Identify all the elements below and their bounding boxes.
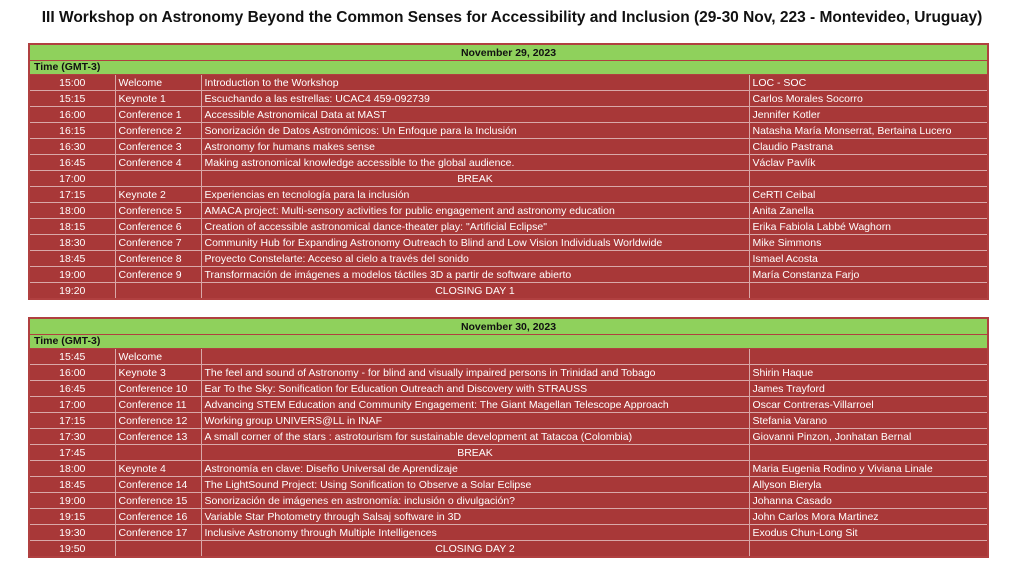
empty-cell [115, 445, 201, 461]
speaker-cell: Allyson Bieryla [749, 477, 988, 493]
session-type-cell: Keynote 2 [115, 187, 201, 203]
speaker-cell: Stefania Varano [749, 413, 988, 429]
timezone-label: Time (GMT-3) [29, 335, 988, 349]
break-label: CLOSING DAY 1 [201, 283, 749, 300]
speaker-cell: CeRTI Ceibal [749, 187, 988, 203]
schedule-row [29, 493, 988, 509]
talk-title-cell: Advancing STEM Education and Community Engagement: The Giant Magellan Telescope Approach [201, 397, 749, 413]
session-type-cell: Conference 16 [115, 509, 201, 525]
time-cell: 18:45 [29, 251, 115, 267]
time-cell: 18:45 [29, 477, 115, 493]
session-type-cell: Conference 14 [115, 477, 201, 493]
date-header: November 29, 2023 [29, 44, 988, 61]
talk-title-cell: Community Hub for Expanding Astronomy Outreach to Blind and Low Vision Individuals Worldwide [201, 235, 749, 251]
session-type-cell: Conference 1 [115, 107, 201, 123]
schedule-row [29, 155, 988, 171]
session-type-cell: Conference 4 [115, 155, 201, 171]
schedule-row [29, 91, 988, 107]
time-cell: 17:30 [29, 429, 115, 445]
speaker-cell: Mike Simmons [749, 235, 988, 251]
schedule-row [29, 203, 988, 219]
schedule-row [29, 365, 988, 381]
session-type-cell: Welcome [115, 75, 201, 91]
time-cell: 16:45 [29, 381, 115, 397]
session-type-cell: Conference 5 [115, 203, 201, 219]
time-cell: 17:15 [29, 413, 115, 429]
session-type-cell: Conference 12 [115, 413, 201, 429]
schedule-row [29, 187, 988, 203]
schedule-row [29, 541, 988, 558]
schedule-row [29, 397, 988, 413]
speaker-cell: LOC - SOC [749, 75, 988, 91]
session-type-cell: Conference 3 [115, 139, 201, 155]
speaker-cell: Exodus Chun-Long Sit [749, 525, 988, 541]
schedule-row [29, 381, 988, 397]
speaker-cell: Jennifer Kotler [749, 107, 988, 123]
talk-title-cell: Astronomía en clave: Diseño Universal de Aprendizaje [201, 461, 749, 477]
speaker-cell: Carlos Morales Socorro [749, 91, 988, 107]
talk-title-cell: Experiencias en tecnología para la inclusión [201, 187, 749, 203]
date-header-row [29, 318, 988, 335]
timezone-label: Time (GMT-3) [29, 61, 988, 75]
time-cell: 19:00 [29, 493, 115, 509]
talk-title-cell: Making astronomical knowledge accessible to the global audience. [201, 155, 749, 171]
talk-title-cell: Transformación de imágenes a modelos táctiles 3D a partir de software abierto [201, 267, 749, 283]
speaker-cell: Anita Zanella [749, 203, 988, 219]
speaker-cell: Shirin Haque [749, 365, 988, 381]
talk-title-cell: The LightSound Project: Using Sonification to Observe a Solar Eclipse [201, 477, 749, 493]
empty-cell [749, 445, 988, 461]
talk-title-cell [201, 349, 749, 365]
empty-cell [749, 283, 988, 300]
speaker-cell: Claudio Pastrana [749, 139, 988, 155]
date-header: November 30, 2023 [29, 318, 988, 335]
time-cell: 15:00 [29, 75, 115, 91]
break-label: BREAK [201, 171, 749, 187]
schedule-row [29, 267, 988, 283]
time-cell: 16:30 [29, 139, 115, 155]
speaker-cell: Erika Fabiola Labbé Waghorn [749, 219, 988, 235]
speaker-cell: John Carlos Mora Martinez [749, 509, 988, 525]
speaker-cell: Oscar Contreras-Villarroel [749, 397, 988, 413]
session-type-cell: Keynote 4 [115, 461, 201, 477]
talk-title-cell: Working group UNIVERS@LL in INAF [201, 413, 749, 429]
session-type-cell: Conference 7 [115, 235, 201, 251]
session-type-cell: Welcome [115, 349, 201, 365]
schedule-row [29, 107, 988, 123]
session-type-cell: Conference 15 [115, 493, 201, 509]
time-cell: 16:15 [29, 123, 115, 139]
speaker-cell: Václav Pavlík [749, 155, 988, 171]
time-cell: 15:15 [29, 91, 115, 107]
talk-title-cell: Escuchando a las estrellas: UCAC4 459-092739 [201, 91, 749, 107]
time-cell: 17:15 [29, 187, 115, 203]
session-type-cell: Keynote 3 [115, 365, 201, 381]
empty-cell [115, 171, 201, 187]
schedule-row [29, 509, 988, 525]
session-type-cell: Conference 13 [115, 429, 201, 445]
empty-cell [749, 541, 988, 558]
timezone-header-row [29, 335, 988, 349]
speaker-cell: Natasha María Monserrat, Bertaina Lucero [749, 123, 988, 139]
schedule-row [29, 235, 988, 251]
talk-title-cell: Introduction to the Workshop [201, 75, 749, 91]
schedule-row [29, 445, 988, 461]
talk-title-cell: AMACA project: Multi-sensory activities for public engagement and astronomy education [201, 203, 749, 219]
talk-title-cell: Sonorización de imágenes en astronomía: inclusión o divulgación? [201, 493, 749, 509]
talk-title-cell: Accessible Astronomical Data at MAST [201, 107, 749, 123]
break-label: BREAK [201, 445, 749, 461]
break-label: CLOSING DAY 2 [201, 541, 749, 558]
speaker-cell: María Constanza Farjo [749, 267, 988, 283]
session-type-cell: Conference 10 [115, 381, 201, 397]
empty-cell [115, 541, 201, 558]
session-type-cell: Conference 2 [115, 123, 201, 139]
schedule-row [29, 413, 988, 429]
session-type-cell: Conference 17 [115, 525, 201, 541]
talk-title-cell: Astronomy for humans makes sense [201, 139, 749, 155]
talk-title-cell: Inclusive Astronomy through Multiple Intelligences [201, 525, 749, 541]
speaker-cell: James Trayford [749, 381, 988, 397]
time-cell: 15:45 [29, 349, 115, 365]
speaker-cell [749, 349, 988, 365]
empty-cell [115, 283, 201, 300]
speaker-cell: Giovanni Pinzon, Jonhatan Bernal [749, 429, 988, 445]
schedule-row [29, 349, 988, 365]
schedule-row [29, 251, 988, 267]
page-title: III Workshop on Astronomy Beyond the Common Senses for Accessibility and Inclusion (29-30 Nov, 223 - Montevideo, Uruguay) [41, 9, 983, 26]
talk-title-cell: A small corner of the stars : astrotourism for sustainable development at Tatacoa (Colombia) [201, 429, 749, 445]
time-cell: 17:45 [29, 445, 115, 461]
time-cell: 19:00 [29, 267, 115, 283]
session-type-cell: Keynote 1 [115, 91, 201, 107]
schedule-row [29, 171, 988, 187]
talk-title-cell: Variable Star Photometry through Salsaj software in 3D [201, 509, 749, 525]
speaker-cell: Ismael Acosta [749, 251, 988, 267]
schedule-row [29, 283, 988, 300]
time-cell: 18:00 [29, 461, 115, 477]
talk-title-cell: Sonorización de Datos Astronómicos: Un Enfoque para la Inclusión [201, 123, 749, 139]
time-cell: 17:00 [29, 171, 115, 187]
schedule-row [29, 429, 988, 445]
time-cell: 19:30 [29, 525, 115, 541]
time-cell: 16:45 [29, 155, 115, 171]
schedule-row [29, 525, 988, 541]
schedule-row [29, 219, 988, 235]
empty-cell [749, 171, 988, 187]
schedule-row [29, 477, 988, 493]
talk-title-cell: Creation of accessible astronomical dance-theater play: "Artificial Eclipse" [201, 219, 749, 235]
time-cell: 18:15 [29, 219, 115, 235]
time-cell: 17:00 [29, 397, 115, 413]
time-cell: 19:20 [29, 283, 115, 300]
timezone-header-row [29, 61, 988, 75]
time-cell: 16:00 [29, 107, 115, 123]
speaker-cell: Johanna Casado [749, 493, 988, 509]
talk-title-cell: The feel and sound of Astronomy - for blind and visually impaired persons in Trinidad and Tobago [201, 365, 749, 381]
schedule-row [29, 461, 988, 477]
session-type-cell: Conference 11 [115, 397, 201, 413]
schedule-row [29, 139, 988, 155]
time-cell: 19:15 [29, 509, 115, 525]
date-header-row [29, 44, 988, 61]
time-cell: 18:30 [29, 235, 115, 251]
session-type-cell: Conference 6 [115, 219, 201, 235]
talk-title-cell: Proyecto Constelarte: Acceso al cielo a través del sonido [201, 251, 749, 267]
time-cell: 16:00 [29, 365, 115, 381]
schedule-table-day-2 [28, 317, 989, 558]
session-type-cell: Conference 8 [115, 251, 201, 267]
schedule-row [29, 75, 988, 91]
speaker-cell: Maria Eugenia Rodino y Viviana Linale [749, 461, 988, 477]
talk-title-cell: Ear To the Sky: Sonification for Education Outreach and Discovery with STRAUSS [201, 381, 749, 397]
time-cell: 19:50 [29, 541, 115, 558]
schedule-row [29, 123, 988, 139]
time-cell: 18:00 [29, 203, 115, 219]
session-type-cell: Conference 9 [115, 267, 201, 283]
schedule-table-day-1 [28, 43, 989, 300]
